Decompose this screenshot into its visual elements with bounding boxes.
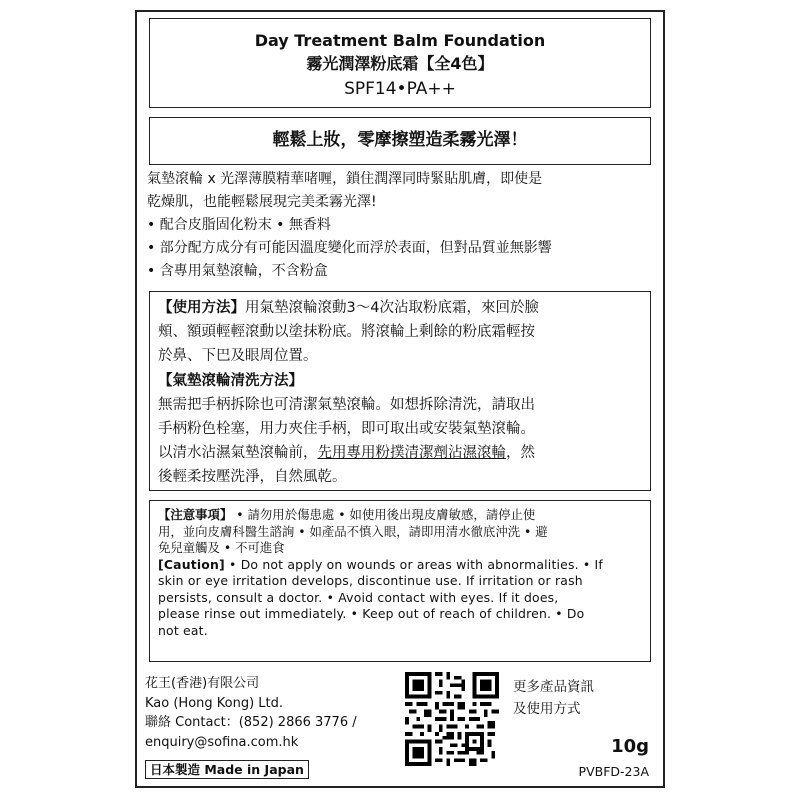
contact-email: enquiry@sofina.com.hk	[145, 734, 299, 750]
intro-bullet: • 含專用氣墊滾輪，不含粉盒	[147, 263, 328, 279]
clean-heading: 【氣墊滾輪清洗方法】	[158, 372, 303, 389]
usage-heading: 【使用方法】	[158, 300, 245, 316]
clean-text-underlined: 先用專用粉撲清潔劑沾濕滾輪	[317, 445, 506, 462]
tagline-box	[149, 117, 651, 165]
company-info	[145, 674, 405, 781]
made-in-badge: 日本製造 Made in Japan	[145, 760, 309, 779]
title-english: Day Treatment Balm Foundation	[254, 31, 546, 50]
intro-line: 氣墊滾輪 x 光澤薄膜精華啫喱，鎖住潤澤同時緊貼肌膚，即使是	[147, 171, 543, 187]
caution-zh-heading: 【注意事項】	[158, 507, 233, 522]
contact-phone: 聯絡 Contact：(852) 2866 3776 /	[145, 715, 357, 730]
product-code: PVBFD-23A	[578, 764, 649, 779]
clean-text: 無需把手柄拆除也可清潔氣墊滾輪。如想拆除清洗，請取出	[158, 396, 535, 413]
title-box	[149, 18, 651, 108]
caution-en-text: please rinse out immediately. • Keep out of reach of children. • Do	[158, 606, 585, 621]
net-weight: 10g	[611, 736, 649, 757]
clean-text: 手柄粉色栓塞，用力夾住手柄，即可取出或安裝氣墊滾輪。	[158, 421, 535, 438]
caution-zh-text: • 請勿用於傷患處 • 如使用後出現皮膚敏感，請停止使	[232, 507, 536, 522]
qr-caption	[513, 676, 594, 720]
intro-bullet: • 部分配方成分有可能因溫度變化而浮於表面，但對品質並無影響	[147, 240, 552, 256]
clean-text: 以清水沾濕氣墊滾輪前，	[158, 445, 318, 462]
usage-box	[149, 291, 651, 491]
company-name-zh: 花王(香港)有限公司	[145, 676, 260, 691]
caution-en-text: skin or eye irritation develops, discontinue use. If irritation or rash	[158, 573, 583, 588]
caution-box	[149, 500, 651, 662]
clean-text: 後輕柔按壓洗淨，自然風乾。	[158, 469, 347, 486]
caution-en-text: persists, consult a doctor. • Avoid contact with eyes. If it does,	[158, 589, 559, 605]
intro-line: 乾燥肌，也能輕鬆展現完美柔霧光澤!	[147, 194, 377, 210]
spf-rating: SPF14•PA++	[344, 79, 456, 99]
caution-zh-text: 用，並向皮膚科醫生諮詢 • 如產品不慎入眼，請即用清水徹底沖洗 • 避	[158, 523, 548, 539]
caution-en-text: • Do not apply on wounds or areas with abnormalities. • If	[224, 556, 603, 572]
usage-text: 於鼻、下巴及眼周位置。	[158, 348, 318, 365]
caution-en-heading: [Caution]	[158, 556, 225, 572]
qr-caption-line: 及使用方式	[513, 701, 581, 717]
title-chinese: 霧光潤澤粉底霜【全4色】	[306, 54, 494, 73]
intro-section	[147, 168, 657, 283]
clean-text: ，然	[506, 445, 535, 462]
caution-en-text: not eat.	[158, 622, 208, 638]
caution-zh-text: 免兒童觸及 • 不可進食	[158, 540, 285, 555]
tagline: 輕鬆上妝，零摩擦塑造柔霧光澤！	[272, 130, 528, 150]
usage-text: 用氣墊滾輪滾動3～4次沾取粉底霜，來回於臉	[245, 300, 539, 316]
intro-bullet: • 配合皮脂固化粉末 • 無香料	[147, 217, 331, 233]
company-name-en: Kao (Hong Kong) Ltd.	[145, 695, 284, 711]
usage-text: 頰、額頭輕輕滾動以塗抹粉底。將滾輪上剩餘的粉底霜輕按	[158, 324, 535, 341]
qr-caption-line: 更多產品資訊	[513, 679, 594, 695]
product-label	[135, 10, 665, 788]
qr-code-icon[interactable]	[405, 672, 499, 766]
